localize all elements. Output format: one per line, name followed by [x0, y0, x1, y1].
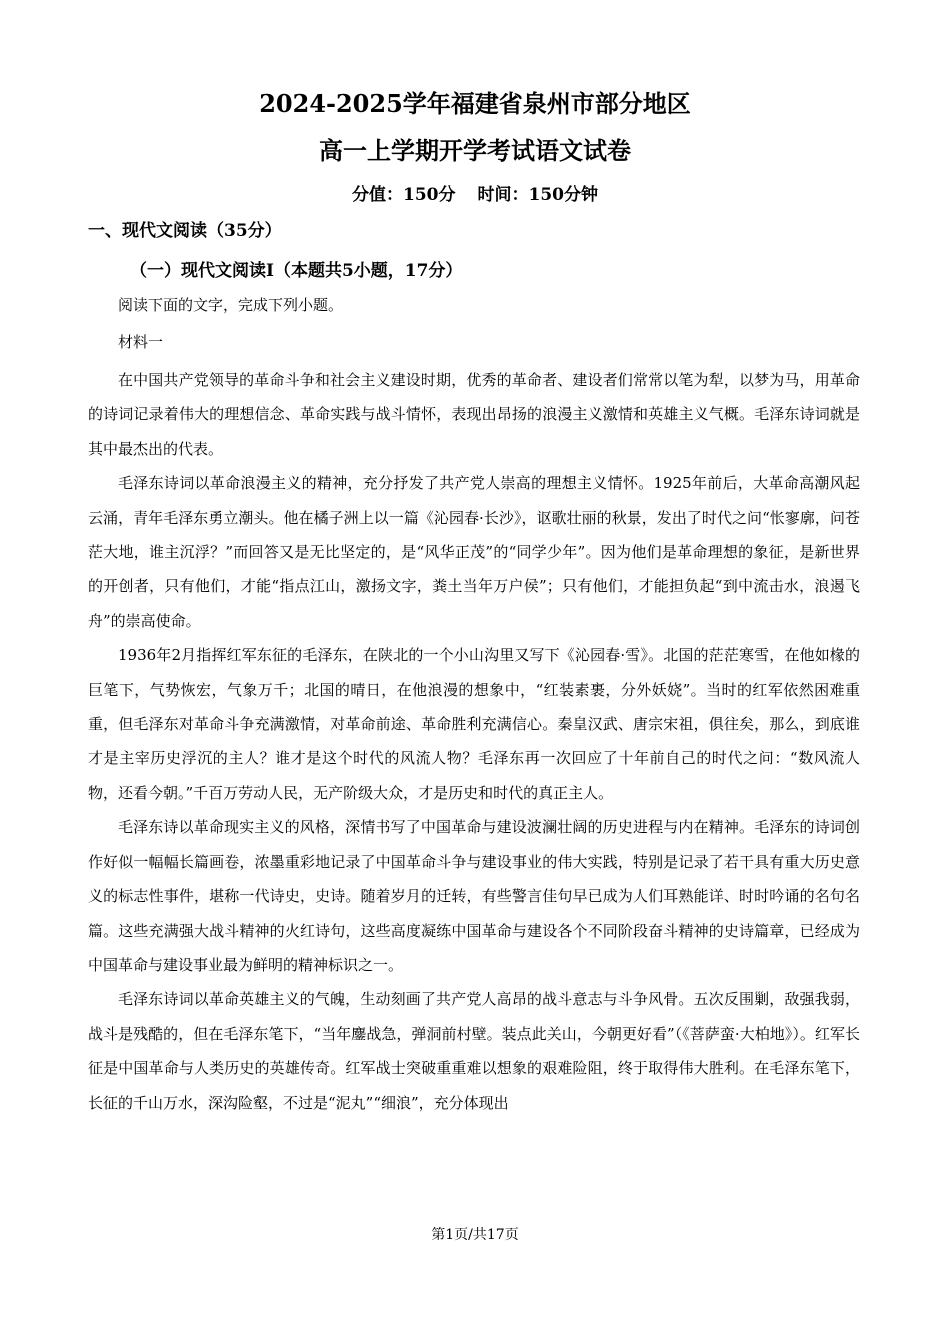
page-footer: 第1页/共17页: [431, 1227, 519, 1243]
material-label: 材料一: [118, 333, 164, 351]
subsection-heading: （一）现代文阅读Ⅰ（本题共5小题，17分）: [130, 261, 463, 281]
paragraph: 毛泽东诗词以革命浪漫主义的精神，充分抒发了共产党人崇高的理想主义情怀。1925年前后，大革命高潮风起云涌，青年毛泽东勇立潮头。他在橘子洲上以一篇《沁园春·长沙》，讴歌壮丽的秋景，发出了时代之问“怅寥廓，问苍茫大地，谁主沉浮？”而回答又是无比坚定的，是“风华正茂”的“同学少年”。因为他们是革命理想的象征，是新世界的开创者，只有他们，才能“指点江山，激扬文字，粪土当年万户侯”；只有他们，才能担负起“到中流击水，浪遏飞舟”的崇高使命。: [88, 474, 860, 630]
paragraph: 1936年2月指挥红军东征的毛泽东，在陕北的一个小山沟里又写下《沁园春·雪》。北国的茫茫寒雪，在他如椽的巨笔下，气势恢宏，气象万千；北国的晴日，在他浪漫的想象中，“红装素裹，分外妖娆”。当时的红军依然困难重重，但毛泽东对革命斗争充满激情，对革命前途、革命胜利充满信心。秦皇汉武、唐宗宋祖，俱往矣，那么，到底谁才是主宰历史浮沉的主人？谁才是这个时代的风流人物？毛泽东再一次回应了十年前自己的时代之问：“数风流人物，还看今朝。”千百万劳动人民，无产阶级大众，才是历史和时代的真正主人。: [88, 646, 860, 802]
document-title-line2: 高一上学期开学考试语文试卷: [319, 136, 631, 165]
exam-score: 分值：150分: [352, 185, 456, 205]
document-title-line1: 2024-2025学年福建省泉州市部分地区: [259, 89, 691, 118]
paragraph: 毛泽东诗以革命现实主义的风格，深情书写了中国革命与建设波澜壮阔的历史进程与内在精神。毛泽东的诗词创作好似一幅幅长篇画卷，浓墨重彩地记录了中国革命斗争与建设事业的伟大实践，特别是记录了若干具有重大历史意义的标志性事件，堪称一代诗史，史诗。随着岁月的迁转，有些警言佳句早已成为人们耳熟能详、时时吟诵的名句名篇。这些充满强大战斗精神的火红诗句，这些高度凝练中国革命与建设各个不同阶段奋斗精神的史诗篇章，已经成为中国革命与建设事业最为鲜明的精神标识之一。: [88, 818, 860, 974]
paragraph: 毛泽东诗词以革命英雄主义的气魄，生动刻画了共产党人高昂的战斗意志与斗争风骨。五次反围剿，敌强我弱，战斗是残酷的，但在毛泽东笔下，“当年鏖战急，弹洞前村壁。装点此关山，今朝更好看”（《菩萨蛮·大柏地》）。红军长征是中国革命与人类历史的英雄传奇。红军战士突破重重难以想象的艰难险阻，终于取得伟大胜利。在毛泽东笔下，长征的千山万水，深沟险壑，不过是“泥丸”“细浪”，充分体现出: [88, 990, 860, 1112]
exam-meta: [0, 180, 950, 205]
paragraph: 在中国共产党领导的革命斗争和社会主义建设时期，优秀的革命者、建设者们常常以笔为犁，以梦为马，用革命的诗词记录着伟大的理想信念、革命实践与战斗情怀，表现出昂扬的浪漫主义激情和英雄主义气概。毛泽东诗词就是其中最杰出的代表。: [88, 371, 860, 458]
article-body: [88, 363, 860, 1120]
section-heading: 一、现代文阅读（35分）: [88, 221, 282, 241]
reading-instruction: 阅读下面的文字，完成下列小题。: [118, 296, 344, 314]
exam-time: 时间：150分钟: [477, 185, 598, 205]
